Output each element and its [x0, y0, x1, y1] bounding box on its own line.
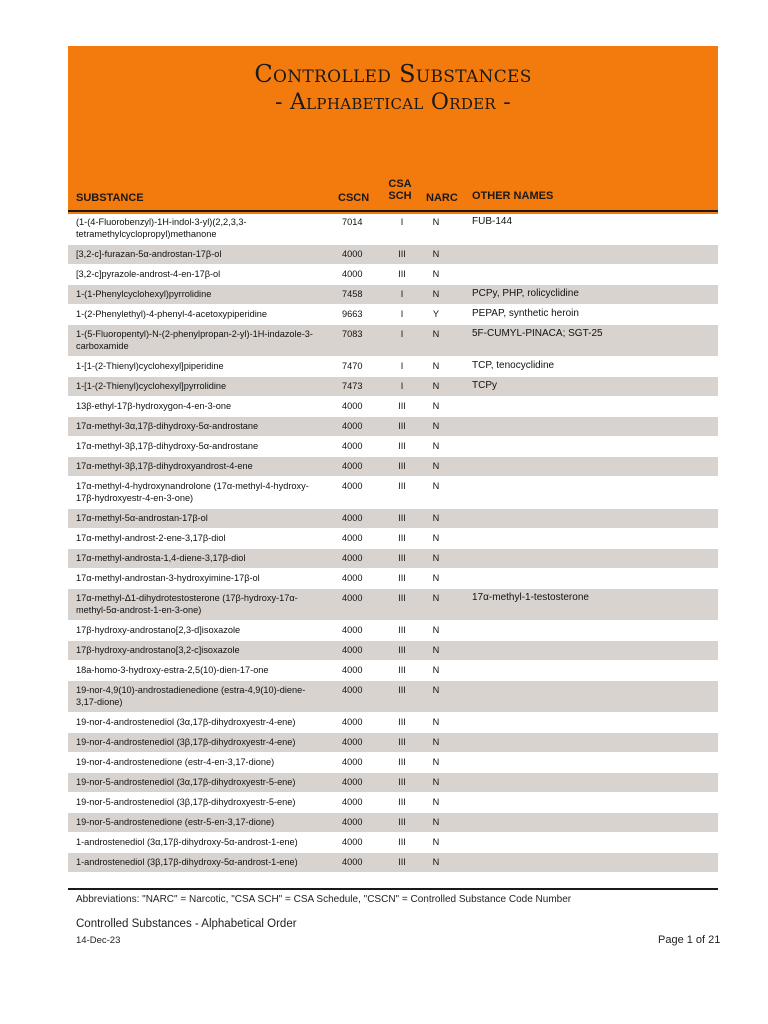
cell-substance: [3,2-c]pyrazole-androst-4-en-17β-ol: [76, 269, 221, 279]
column-header-cscn: CSCN: [338, 192, 370, 204]
cell-substance: 17α-methyl-androstan-3-hydroxyimine-17β-ol: [76, 573, 260, 583]
cell-cscn: 4000: [342, 573, 363, 583]
cell-substance: 18a-homo-3-hydroxy-estra-2,5(10)-dien-17-one: [76, 665, 269, 675]
column-header-narc: NARC: [426, 192, 458, 204]
cell-narcotic: N: [432, 289, 440, 299]
cell-csa-schedule: III: [398, 685, 406, 695]
table-row: [68, 529, 718, 549]
cell-cscn: 4000: [342, 553, 363, 563]
cell-csa-schedule: III: [398, 757, 406, 767]
cell-substance: 17β-hydroxy-androstano[2,3-d]isoxazole: [76, 625, 241, 635]
cell-substance: 17α-methyl-5α-androstan-17β-ol: [76, 513, 208, 523]
cell-cscn: 4000: [342, 645, 363, 655]
cell-csa-schedule: III: [398, 401, 406, 411]
table-row: [68, 265, 718, 285]
table-row: [68, 833, 718, 853]
footer-document-title: Controlled Substances - Alphabetical Order: [76, 918, 297, 930]
cell-cscn: 4000: [342, 461, 363, 471]
cell-csa-schedule: I: [400, 217, 404, 227]
cell-substance: 19-nor-4-androstenedione (estr-4-en-3,17-dione): [76, 757, 275, 767]
cell-csa-schedule: III: [398, 817, 406, 827]
cell-cscn: 4000: [342, 421, 363, 431]
table-row: [68, 285, 718, 305]
cell-narcotic: N: [432, 533, 440, 543]
cell-csa-schedule: III: [398, 857, 406, 867]
footer-divider: [68, 888, 718, 890]
cell-csa-schedule: III: [398, 797, 406, 807]
cell-csa-schedule: III: [398, 249, 406, 259]
cell-narcotic: N: [432, 797, 440, 807]
cell-narcotic: N: [432, 401, 440, 411]
cell-cscn: 4000: [342, 533, 363, 543]
cell-narcotic: N: [432, 757, 440, 767]
table-row: [68, 589, 718, 621]
table-row: [68, 661, 718, 681]
cell-other-names: 17α-methyl-1-testosterone: [472, 592, 589, 603]
cell-narcotic: N: [432, 361, 440, 371]
cell-substance: 19-nor-4-androstenediol (3β,17β-dihydroxyestr-4-ene): [76, 737, 296, 747]
cell-narcotic: N: [432, 717, 440, 727]
cell-narcotic: N: [432, 625, 440, 635]
cell-cscn: 4000: [342, 685, 363, 695]
table-row: [68, 509, 718, 529]
cell-substance: 19-nor-5-androstenedione (estr-5-en-3,17-dione): [76, 817, 275, 827]
cell-other-names: TCPy: [472, 380, 497, 391]
cell-cscn: 4000: [342, 757, 363, 767]
cell-narcotic: N: [432, 381, 440, 391]
table-row: [68, 713, 718, 733]
cell-csa-schedule: I: [400, 289, 404, 299]
page-number: Page 1 of 21: [658, 934, 721, 946]
cell-substance: 17α-methyl-3β,17β-dihydroxyandrost-4-ene: [76, 461, 253, 471]
table-row: [68, 457, 718, 477]
cell-csa-schedule: III: [398, 481, 406, 491]
cell-narcotic: N: [432, 777, 440, 787]
cell-narcotic: Y: [432, 309, 440, 319]
cell-csa-schedule: III: [398, 421, 406, 431]
cell-substance: 1-(5-Fluoropentyl)-N-(2-phenylpropan-2-yl)-1H-indazole-3-carboxamide: [76, 329, 313, 351]
cell-cscn: 4000: [342, 737, 363, 747]
cell-csa-schedule: III: [398, 625, 406, 635]
cell-cscn: 4000: [342, 481, 363, 491]
cell-cscn: 9663: [342, 309, 363, 319]
cell-narcotic: N: [432, 817, 440, 827]
cell-cscn: 4000: [342, 797, 363, 807]
cell-csa-schedule: III: [398, 513, 406, 523]
cell-cscn: 4000: [342, 269, 363, 279]
table-row: [68, 437, 718, 457]
cell-csa-schedule: III: [398, 593, 406, 603]
cell-narcotic: N: [432, 249, 440, 259]
cell-substance: 13β-ethyl-17β-hydroxygon-4-en-3-one: [76, 401, 232, 411]
page-subtitle: - Alphabetical Order -: [274, 90, 512, 115]
table-row: [68, 641, 718, 661]
table-row: [68, 325, 718, 357]
cell-narcotic: N: [432, 513, 440, 523]
cell-csa-schedule: III: [398, 665, 406, 675]
cell-substance: 19-nor-4-androstenediol (3α,17β-dihydroxyestr-4-ene): [76, 717, 296, 727]
cell-substance: 1-[1-(2-Thienyl)cyclohexyl]piperidine: [76, 361, 224, 371]
cell-cscn: 4000: [342, 441, 363, 451]
cell-csa-schedule: III: [398, 441, 406, 451]
cell-cscn: 4000: [342, 665, 363, 675]
cell-csa-schedule: I: [400, 381, 404, 391]
table-row: [68, 213, 718, 245]
cell-narcotic: N: [432, 461, 440, 471]
table-row: [68, 377, 718, 397]
cell-cscn: 4000: [342, 625, 363, 635]
cell-narcotic: N: [432, 685, 440, 695]
table-row: [68, 305, 718, 325]
cell-substance: 17α-methyl-androst-2-ene-3,17β-diol: [76, 533, 226, 543]
cell-substance: 17α-methyl-3α,17β-dihydroxy-5α-androstane: [76, 421, 259, 431]
cell-other-names: PCPy, PHP, rolicyclidine: [472, 288, 579, 299]
abbreviations-note: Abbreviations: "NARC" = Narcotic, "CSA SCH" = CSA Schedule, "CSCN" = Controlled Substance Code Number: [76, 894, 572, 905]
cell-narcotic: N: [432, 573, 440, 583]
table-row: [68, 245, 718, 265]
cell-narcotic: N: [432, 665, 440, 675]
cell-narcotic: N: [432, 421, 440, 431]
cell-cscn: 7473: [342, 381, 363, 391]
header-banner: [68, 46, 718, 214]
cell-substance: 1-(1-Phenylcyclohexyl)pyrrolidine: [76, 289, 212, 299]
cell-narcotic: N: [432, 329, 440, 339]
cell-cscn: 4000: [342, 857, 363, 867]
cell-csa-schedule: I: [400, 361, 404, 371]
column-header-substance: SUBSTANCE: [76, 192, 144, 204]
table-row: [68, 853, 718, 873]
cell-narcotic: N: [432, 441, 440, 451]
column-header-other-names: OTHER NAMES: [472, 190, 554, 202]
table-row: [68, 397, 718, 417]
cell-narcotic: N: [432, 269, 440, 279]
cell-narcotic: N: [432, 837, 440, 847]
cell-cscn: 7014: [342, 217, 363, 227]
table-row: [68, 357, 718, 377]
cell-csa-schedule: III: [398, 777, 406, 787]
cell-substance: 17α-methyl-androsta-1,4-diene-3,17β-diol: [76, 553, 246, 563]
cell-csa-schedule: III: [398, 717, 406, 727]
column-header-csa-line2: SCH: [388, 190, 412, 202]
table-row: [68, 417, 718, 437]
cell-narcotic: N: [432, 593, 440, 603]
table-row: [68, 477, 718, 509]
table-row: [68, 793, 718, 813]
page-title: Controlled Substances: [254, 60, 532, 88]
header-divider: [68, 210, 718, 212]
cell-substance: (1-(4-Fluorobenzyl)-1H-indol-3-yl)(2,2,3,3-tetramethylcyclopropyl)methanone: [76, 217, 247, 239]
cell-cscn: 7470: [342, 361, 363, 371]
cell-csa-schedule: III: [398, 269, 406, 279]
cell-other-names: TCP, tenocyclidine: [472, 360, 555, 371]
cell-other-names: PEPAP, synthetic heroin: [472, 308, 579, 319]
cell-substance: 1-androstenediol (3α,17β-dihydroxy-5α-androst-1-ene): [76, 837, 298, 847]
column-header-csa-line1: CSA: [388, 178, 412, 190]
column-header-csa-sch: [388, 178, 412, 202]
table-row: [68, 773, 718, 793]
table-row: [68, 621, 718, 641]
cell-substance: 17β-hydroxy-androstano[3,2-c]isoxazole: [76, 645, 240, 655]
table-row: [68, 753, 718, 773]
cell-narcotic: N: [432, 857, 440, 867]
cell-csa-schedule: I: [400, 329, 404, 339]
cell-csa-schedule: III: [398, 553, 406, 563]
cell-substance: 1-[1-(2-Thienyl)cyclohexyl]pyrrolidine: [76, 381, 227, 391]
table-row: [68, 733, 718, 753]
cell-substance: 17α-methyl-Δ1-dihydrotestosterone (17β-hydroxy-17α-methyl-5α-androst-1-en-3-one): [76, 593, 298, 615]
cell-substance: 19-nor-5-androstenediol (3β,17β-dihydroxyestr-5-ene): [76, 797, 296, 807]
cell-csa-schedule: III: [398, 645, 406, 655]
table-row: [68, 549, 718, 569]
cell-substance: 1-(2-Phenylethyl)-4-phenyl-4-acetoxypiperidine: [76, 309, 267, 319]
cell-substance: [3,2-c]-furazan-5α-androstan-17β-ol: [76, 249, 222, 259]
cell-substance: 1-androstenediol (3β,17β-dihydroxy-5α-androst-1-ene): [76, 857, 298, 867]
cell-cscn: 4000: [342, 817, 363, 827]
cell-other-names: FUB-144: [472, 216, 513, 227]
cell-cscn: 7083: [342, 329, 363, 339]
cell-cscn: 4000: [342, 593, 363, 603]
footer-date: 14-Dec-23: [76, 935, 121, 946]
cell-cscn: 4000: [342, 249, 363, 259]
cell-narcotic: N: [432, 553, 440, 563]
cell-narcotic: N: [432, 481, 440, 491]
cell-substance: 17α-methyl-4-hydroxynandrolone (17α-methyl-4-hydroxy-17β-hydroxyestr-4-en-3-one): [76, 481, 309, 503]
cell-narcotic: N: [432, 737, 440, 747]
cell-cscn: 4000: [342, 717, 363, 727]
cell-csa-schedule: III: [398, 533, 406, 543]
table-row: [68, 813, 718, 833]
cell-csa-schedule: III: [398, 573, 406, 583]
cell-csa-schedule: III: [398, 461, 406, 471]
cell-csa-schedule: III: [398, 737, 406, 747]
cell-cscn: 4000: [342, 837, 363, 847]
cell-substance: 19-nor-4,9(10)-androstadienedione (estra-4,9(10)-diene-3,17-dione): [76, 685, 306, 707]
cell-cscn: 4000: [342, 777, 363, 787]
table-row: [68, 569, 718, 589]
cell-csa-schedule: III: [398, 837, 406, 847]
cell-other-names: 5F-CUMYL-PINACA; SGT-25: [472, 328, 603, 339]
cell-narcotic: N: [432, 217, 440, 227]
cell-narcotic: N: [432, 645, 440, 655]
table-row: [68, 681, 718, 713]
cell-cscn: 7458: [342, 289, 363, 299]
cell-cscn: 4000: [342, 401, 363, 411]
cell-cscn: 4000: [342, 513, 363, 523]
cell-substance: 19-nor-5-androstenediol (3α,17β-dihydroxyestr-5-ene): [76, 777, 296, 787]
cell-substance: 17α-methyl-3β,17β-dihydroxy-5α-androstane: [76, 441, 259, 451]
substances-table: [68, 213, 718, 873]
cell-csa-schedule: I: [400, 309, 404, 319]
